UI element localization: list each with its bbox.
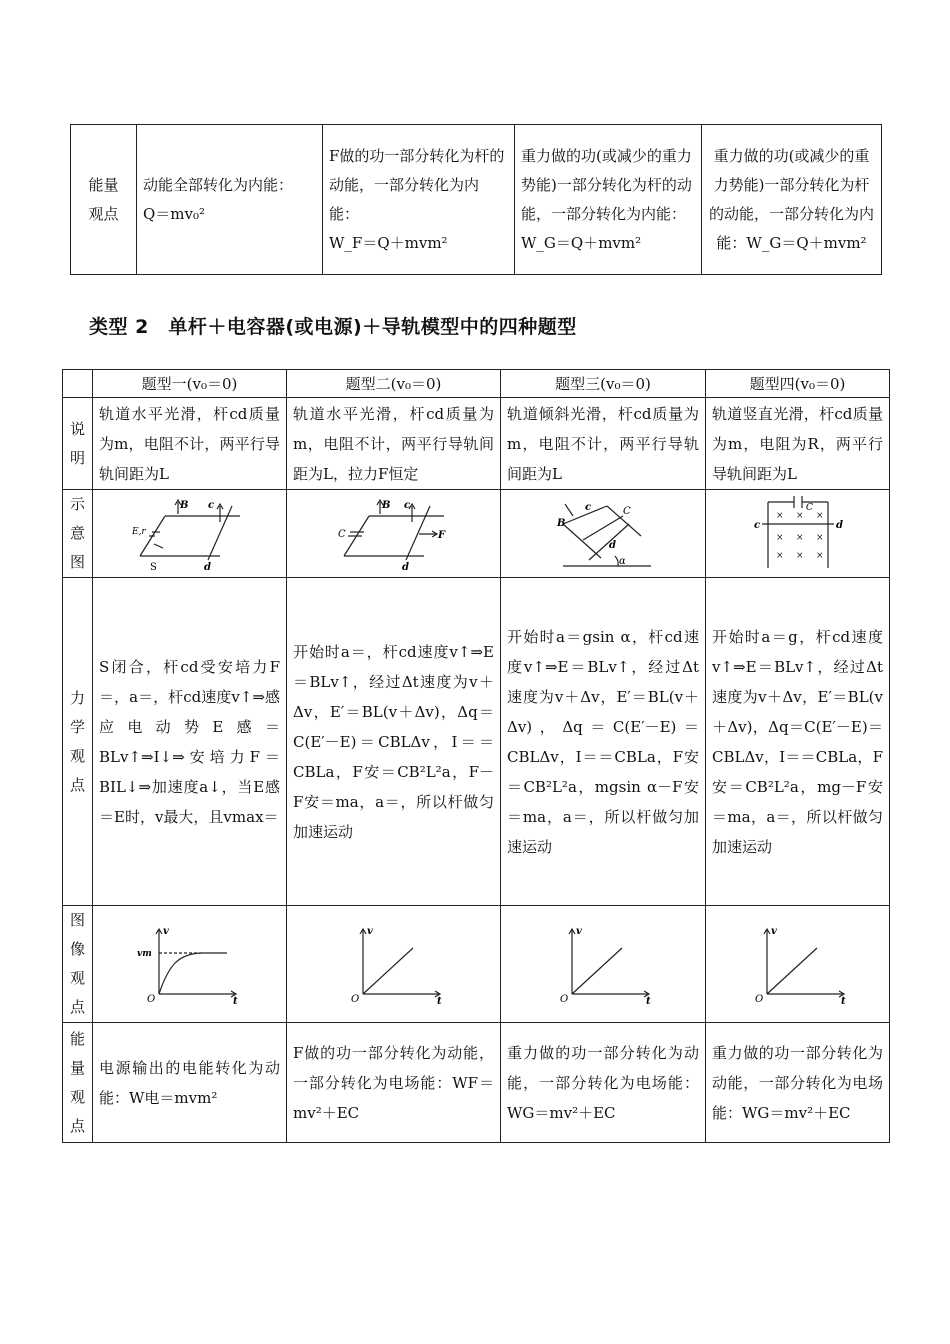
v-t-graph-saturating xyxy=(135,924,245,1004)
header-type-4: 题型四(v₀＝0) xyxy=(706,370,890,398)
energy-cell-4: 重力做的功一部分转化为动能，一部分转化为电场能：WG＝mv²＋EC xyxy=(706,1023,890,1143)
svg-text:×: × xyxy=(795,532,804,543)
desc-cell-1: 轨道水平光滑，杆cd质量为m，电阻不计，两平行导轨间距为L xyxy=(93,398,287,490)
label-C: C xyxy=(805,502,813,513)
axis-v: v xyxy=(770,926,777,937)
desc-cell-3: 轨道倾斜光滑，杆cd质量为m，电阻不计，两平行导轨间距为L xyxy=(501,398,706,490)
energy-cell-1: 电源输出的电能转化为动能：W电＝mvm² xyxy=(93,1023,287,1143)
desc-cell-2: 轨道水平光滑，杆cd质量为m，电阻不计，两平行导轨间距为L，拉力F恒定 xyxy=(287,398,501,490)
circuit-diagram-vertical xyxy=(748,496,848,572)
cell-energy-4: 重力做的功(或减少的重力势能)一部分转化为杆的动能，一部分转化为内能：W_G＝Q＋mvm² xyxy=(702,125,882,275)
circuit-diagram-incline xyxy=(543,496,663,572)
label-B: B xyxy=(557,517,566,529)
diagram-cell-3 xyxy=(501,490,706,578)
cell-energy-3: 重力做的功(或减少的重力势能)一部分转化为杆的动能，一部分转化为内能： W_G＝Q＋mvm² xyxy=(515,125,702,275)
row-label-graph: 图 像 观 点 xyxy=(63,906,93,1023)
row-label-diagram: 示 意 图 xyxy=(63,490,93,578)
header-type-2: 题型二(v₀＝0) xyxy=(287,370,501,398)
mech-cell-1: S闭合，杆cd受安培力F＝，a＝，杆cd速度v↑⇒感应电动势E感＝BLv↑⇒I↓⇒安培力F＝BIL↓⇒加速度a↓，当E感＝E时，v最大，且vmax＝ xyxy=(93,578,287,906)
graph-cell-2 xyxy=(287,906,501,1023)
row-label-mech: 力 学 观 点 xyxy=(63,578,93,906)
label-C: C xyxy=(623,505,631,517)
v-t-graph-linear xyxy=(743,924,853,1004)
diagram-cell-4 xyxy=(706,490,890,578)
label-Er: E,r xyxy=(131,526,146,537)
axis-O: O xyxy=(754,994,763,1004)
svg-text:×: × xyxy=(815,532,824,543)
axis-v: v xyxy=(576,926,582,937)
label-S: S xyxy=(149,561,157,572)
mech-cell-3: 开始时a＝gsin α，杆cd速度v↑⇒E＝BLv↑，经过Δt速度为v＋Δv，E′＝BL(v＋Δv)，Δq＝C(E′－E)＝CBLΔv，I＝＝CBLa，F安＝CB²L²a，mgsin α－F安＝ma，a＝，所以杆做匀加速运动 xyxy=(501,578,706,906)
desc-cell-4: 轨道竖直光滑，杆cd质量为m，电阻为R，两平行导轨间距为L xyxy=(706,398,890,490)
header-type-1: 题型一(v₀＝0) xyxy=(93,370,287,398)
label-d: d xyxy=(203,561,211,572)
svg-text:×: × xyxy=(795,550,804,561)
svg-text:×: × xyxy=(775,532,784,543)
label-alpha: α xyxy=(619,555,626,567)
mech-cell-4: 开始时a＝g，杆cd速度v↑⇒E＝BLv↑，经过Δt速度为v＋Δv，E′＝BL(v＋Δv)，Δq＝C(E′－E)＝CBLΔv，I＝＝CBLa，F安＝CB²L²a，mg－F安＝ma，a＝，所以杆做匀加速运动 xyxy=(706,578,890,906)
axis-vm: vm xyxy=(136,949,152,959)
row-label-energy: 能量 观点 xyxy=(71,125,137,275)
svg-text:×: × xyxy=(815,550,824,561)
axis-v: v xyxy=(366,926,373,937)
v-t-graph-linear xyxy=(339,924,449,1004)
graph-cell-1 xyxy=(93,906,287,1023)
axis-t: t xyxy=(840,996,846,1004)
axis-O: O xyxy=(560,994,569,1004)
svg-text:×: × xyxy=(815,510,824,521)
axis-O: O xyxy=(350,994,359,1004)
axis-t: t xyxy=(232,996,238,1004)
table-row xyxy=(63,490,890,578)
label-F: F xyxy=(437,529,445,541)
row-label-energy: 能 量 观 点 xyxy=(63,1023,93,1143)
svg-text:×: × xyxy=(775,510,784,521)
label-B: B xyxy=(179,499,188,511)
cell-energy-2: F做的功一部分转化为杆的动能，一部分转化为内能： W_F＝Q＋mvm² xyxy=(323,125,515,275)
circuit-diagram-battery xyxy=(130,496,250,572)
header-corner xyxy=(63,370,93,398)
main-model-table xyxy=(62,369,890,1143)
header-type-3: 题型三(v₀＝0) xyxy=(501,370,706,398)
label-C: C xyxy=(337,528,346,540)
axis-O: O xyxy=(146,994,155,1004)
energy-cell-3: 重力做的功一部分转化为动能，一部分转化为电场能：WG＝mv²＋EC xyxy=(501,1023,706,1143)
top-energy-table xyxy=(70,124,882,275)
table-row xyxy=(63,398,890,490)
section-title: 类型 2 单杆＋电容器(或电源)＋导轨模型中的四种题型 xyxy=(89,316,577,338)
label-c: c xyxy=(585,501,592,513)
row-label-desc: 说 明 xyxy=(63,398,93,490)
diagram-cell-1 xyxy=(93,490,287,578)
energy-cell-2: F做的功一部分转化为动能，一部分转化为电场能：WF＝mv²＋EC xyxy=(287,1023,501,1143)
label-c: c xyxy=(753,519,760,531)
label-c: c xyxy=(207,499,214,511)
circuit-diagram-capacitor-force xyxy=(334,496,454,572)
axis-v: v xyxy=(162,926,169,937)
axis-t: t xyxy=(646,996,651,1004)
table-header-row xyxy=(63,370,890,398)
label-d: d xyxy=(835,519,843,531)
table-row xyxy=(63,906,890,1023)
label-c: c xyxy=(403,499,410,511)
v-t-graph-linear xyxy=(548,924,658,1004)
mech-cell-2: 开始时a＝，杆cd速度v↑⇒E＝BLv↑，经过Δt速度为v＋Δv，E′＝BL(v＋Δv)，Δq＝C(E′－E)＝CBLΔv，I＝＝CBLa，F安＝CB²L²a，F－F安＝ma，a＝，所以杆做匀加速运动 xyxy=(287,578,501,906)
table-row xyxy=(63,1023,890,1143)
label-B: B xyxy=(381,499,390,511)
graph-cell-3 xyxy=(501,906,706,1023)
diagram-cell-2 xyxy=(287,490,501,578)
table-row xyxy=(63,578,890,906)
axis-t: t xyxy=(436,996,442,1004)
svg-text:×: × xyxy=(795,510,804,521)
table-row xyxy=(71,125,882,275)
cell-energy-1: 动能全部转化为内能： Q＝mv₀² xyxy=(137,125,323,275)
svg-text:×: × xyxy=(775,550,784,561)
label-d: d xyxy=(401,561,409,572)
graph-cell-4 xyxy=(706,906,890,1023)
label-d: d xyxy=(609,539,616,551)
